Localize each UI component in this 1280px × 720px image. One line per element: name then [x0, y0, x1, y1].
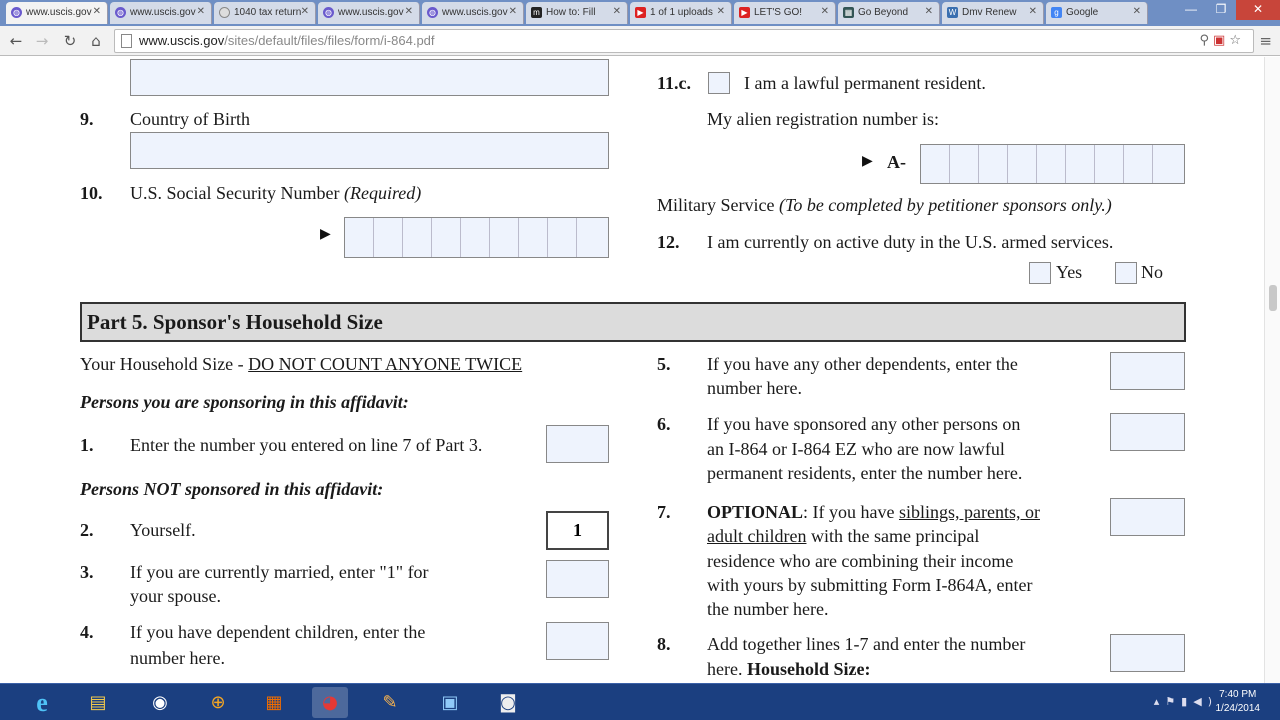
not-sponsored-heading: Persons NOT sponsored in this affidavit: — [80, 479, 384, 499]
chrome-icon[interactable]: ◕ — [312, 687, 348, 718]
question-number: 6. — [657, 414, 671, 434]
yes-label: Yes — [1056, 262, 1083, 282]
browser-tab[interactable]: ◍ www.uscis.gov ✕ — [6, 2, 108, 24]
forward-icon[interactable]: → — [35, 32, 49, 50]
question-number: 9. — [80, 109, 94, 129]
question-number: 5. — [657, 354, 671, 374]
browser-tab[interactable]: g Google ✕ — [1046, 2, 1148, 24]
country-of-birth-input[interactable] — [130, 132, 609, 169]
home-icon[interactable]: ⌂ — [91, 32, 101, 50]
question-label: permanent residents, enter the number here. — [707, 463, 1023, 483]
volume-icon[interactable]: ◀) — [1193, 695, 1218, 708]
section-title: Part 5. Sponsor's Household Size — [87, 310, 383, 334]
question-label: If you have dependent children, enter the — [130, 622, 426, 642]
question-label: number here. — [130, 648, 225, 668]
paint-icon[interactable]: ✎ — [382, 692, 398, 713]
question-label: residence who are combining their income — [707, 551, 1014, 571]
close-tab-icon[interactable]: ✕ — [508, 6, 517, 17]
close-tab-icon[interactable]: ✕ — [924, 6, 933, 17]
yes-checkbox[interactable] — [1029, 262, 1051, 284]
system-clock[interactable]: 7:40 PM 1/24/2014 — [1215, 689, 1260, 714]
text-field[interactable] — [130, 59, 609, 96]
no-checkbox[interactable] — [1115, 262, 1137, 284]
question-label: OPTIONAL: If you have siblings, parents, or — [707, 502, 1040, 522]
camera-icon[interactable]: ◙ — [499, 692, 517, 713]
browser-tab[interactable]: ▶ LET'S GO! ✕ — [734, 2, 836, 24]
arrow-right-icon: ▶ — [320, 226, 331, 242]
globe-icon: ◍ — [11, 7, 22, 18]
question-number: 4. — [80, 622, 94, 642]
a-prefix: A- — [887, 152, 906, 172]
question-label: U.S. Social Security Number (Required) — [130, 183, 422, 203]
line4-input[interactable] — [546, 622, 609, 660]
scroll-thumb[interactable] — [1269, 285, 1277, 311]
close-tab-icon[interactable]: ✕ — [404, 6, 413, 17]
browser-toolbar — [0, 26, 1280, 56]
question-label: I am currently on active duty in the U.S. armed services. — [707, 232, 1114, 252]
question-label: If you have sponsored any other persons on — [707, 414, 1021, 434]
question-label: If you have any other dependents, enter the — [707, 354, 1018, 374]
question-label: number here. — [707, 378, 802, 398]
question-number: 12. — [657, 232, 680, 252]
question-label: Country of Birth — [130, 109, 250, 129]
question-label: adult children with the same principal — [707, 526, 980, 546]
close-tab-icon[interactable]: ✕ — [716, 6, 725, 17]
close-tab-icon[interactable]: ✕ — [196, 6, 205, 17]
question-label: If you are currently married, enter "1" for — [130, 562, 429, 582]
control-panel-icon[interactable]: ▦ — [265, 692, 283, 713]
line5-input[interactable] — [1110, 352, 1185, 390]
browser-tab[interactable]: ◍ www.uscis.gov ✕ — [422, 2, 524, 24]
address-bar[interactable]: www.uscis.gov/sites/default/files/files/form/i-864.pdf ⚲▣☆ — [114, 29, 1254, 53]
globe-icon: ◍ — [115, 7, 126, 18]
browser-tab[interactable]: W Dmv Renew ✕ — [942, 2, 1044, 24]
sponsoring-heading: Persons you are sponsoring in this affidavit: — [80, 392, 409, 412]
app-icon[interactable]: ◉ — [152, 692, 168, 713]
question-number: 11.c. — [657, 73, 691, 93]
household-size-label: Your Household Size - DO NOT COUNT ANYONE TWICE — [80, 354, 523, 374]
globe-icon: ◍ — [427, 7, 438, 18]
question-label: your spouse. — [130, 586, 221, 606]
page-icon — [121, 34, 132, 48]
question-label: an I-864 or I-864 EZ who are now lawful — [707, 439, 1005, 459]
network-icon[interactable]: ▮ — [1181, 695, 1194, 708]
no-label: No — [1141, 262, 1163, 282]
browser-tab[interactable]: ▶ 1 of 1 uploads ✕ — [630, 2, 732, 24]
reload-icon[interactable]: ↻ — [63, 32, 77, 50]
browser-tab[interactable]: ▦ Go Beyond ✕ — [838, 2, 940, 24]
ssn-input[interactable] — [344, 217, 609, 258]
tab-strip — [0, 0, 1280, 26]
youtube-icon: ▶ — [739, 7, 750, 18]
pdf-viewer — [0, 57, 1280, 683]
question-number: 10. — [80, 183, 103, 203]
grid-icon: ▦ — [844, 8, 853, 17]
m-icon: m — [531, 7, 542, 18]
line3-input[interactable] — [546, 560, 609, 598]
question-label: here. Household Size: — [707, 659, 871, 679]
globe-app-icon[interactable]: ⊕ — [210, 692, 226, 713]
bookmark-star-icon[interactable]: ☆ — [1229, 33, 1245, 48]
maximize-icon[interactable]: ❐ — [1215, 2, 1227, 16]
browser-tab[interactable]: ◍ www.uscis.gov ✕ — [110, 2, 212, 24]
question-label: Yourself. — [130, 520, 196, 540]
lawful-resident-checkbox[interactable] — [708, 72, 730, 94]
question-label: the number here. — [707, 599, 829, 619]
line1-input[interactable] — [546, 425, 609, 463]
youtube-icon: ▶ — [635, 7, 646, 18]
flag-icon[interactable]: ⚑ — [1165, 695, 1182, 708]
menu-icon[interactable]: ≡ — [1259, 32, 1272, 50]
folder-icon[interactable]: ▤ — [89, 692, 107, 713]
part5-header — [80, 302, 1186, 342]
notepad-icon[interactable]: ▣ — [441, 692, 459, 713]
minimize-icon[interactable]: — — [1185, 2, 1197, 16]
browser-tab[interactable]: m How to: Fill ✕ — [526, 2, 628, 24]
browser-tab[interactable]: ◍ www.uscis.gov ✕ — [318, 2, 420, 24]
pdf-icon[interactable]: ▣ — [1213, 33, 1230, 48]
question-number: 2. — [80, 520, 94, 540]
line2-input[interactable]: 1 — [546, 511, 609, 550]
question-number: 1. — [80, 435, 94, 455]
system-tray — [1154, 695, 1218, 708]
question-label: I am a lawful permanent resident. — [744, 73, 986, 93]
taskbar — [0, 683, 1280, 720]
tray-arrow-icon[interactable]: ▴ — [1153, 695, 1166, 708]
google-icon: g — [1051, 7, 1062, 18]
w-icon: W — [948, 8, 957, 17]
alien-number-label: My alien registration number is: — [707, 109, 939, 129]
page-icon — [219, 7, 230, 18]
question-label: with yours by submitting Form I-864A, enter — [707, 575, 1033, 595]
omnibox-icons — [1200, 33, 1245, 48]
question-number: 8. — [657, 634, 671, 654]
browser-tab[interactable]: 1040 tax return ✕ — [214, 2, 316, 24]
military-service-label: Military Service (To be completed by petitioner sponsors only.) — [657, 195, 1112, 215]
close-tab-icon[interactable]: ✕ — [300, 6, 309, 17]
window-controls — [1176, 0, 1280, 20]
question-label: Enter the number you entered on line 7 of Part 3. — [130, 435, 483, 455]
line6-input[interactable] — [1110, 413, 1185, 451]
close-tab-icon[interactable]: ✕ — [820, 6, 829, 17]
close-tab-icon[interactable]: ✕ — [1028, 6, 1037, 17]
question-label: Add together lines 1-7 and enter the number — [707, 634, 1026, 654]
back-icon[interactable]: ← — [9, 32, 23, 50]
close-tab-icon[interactable]: ✕ — [92, 6, 101, 17]
close-tab-icon[interactable]: ✕ — [1132, 6, 1141, 17]
zoom-icon[interactable]: ⚲ — [1199, 33, 1214, 48]
question-number: 3. — [80, 562, 94, 582]
alien-number-input[interactable] — [920, 144, 1185, 184]
arrow-right-icon: ▶ — [862, 153, 873, 169]
close-window-icon[interactable]: ✕ — [1236, 0, 1280, 20]
close-tab-icon[interactable]: ✕ — [612, 6, 621, 17]
line7-input[interactable] — [1110, 498, 1185, 536]
question-number: 7. — [657, 502, 671, 522]
globe-icon: ◍ — [323, 7, 334, 18]
scrollbar[interactable] — [1264, 57, 1280, 683]
ie-icon[interactable]: e — [36, 688, 48, 717]
household-size-input[interactable] — [1110, 634, 1185, 672]
